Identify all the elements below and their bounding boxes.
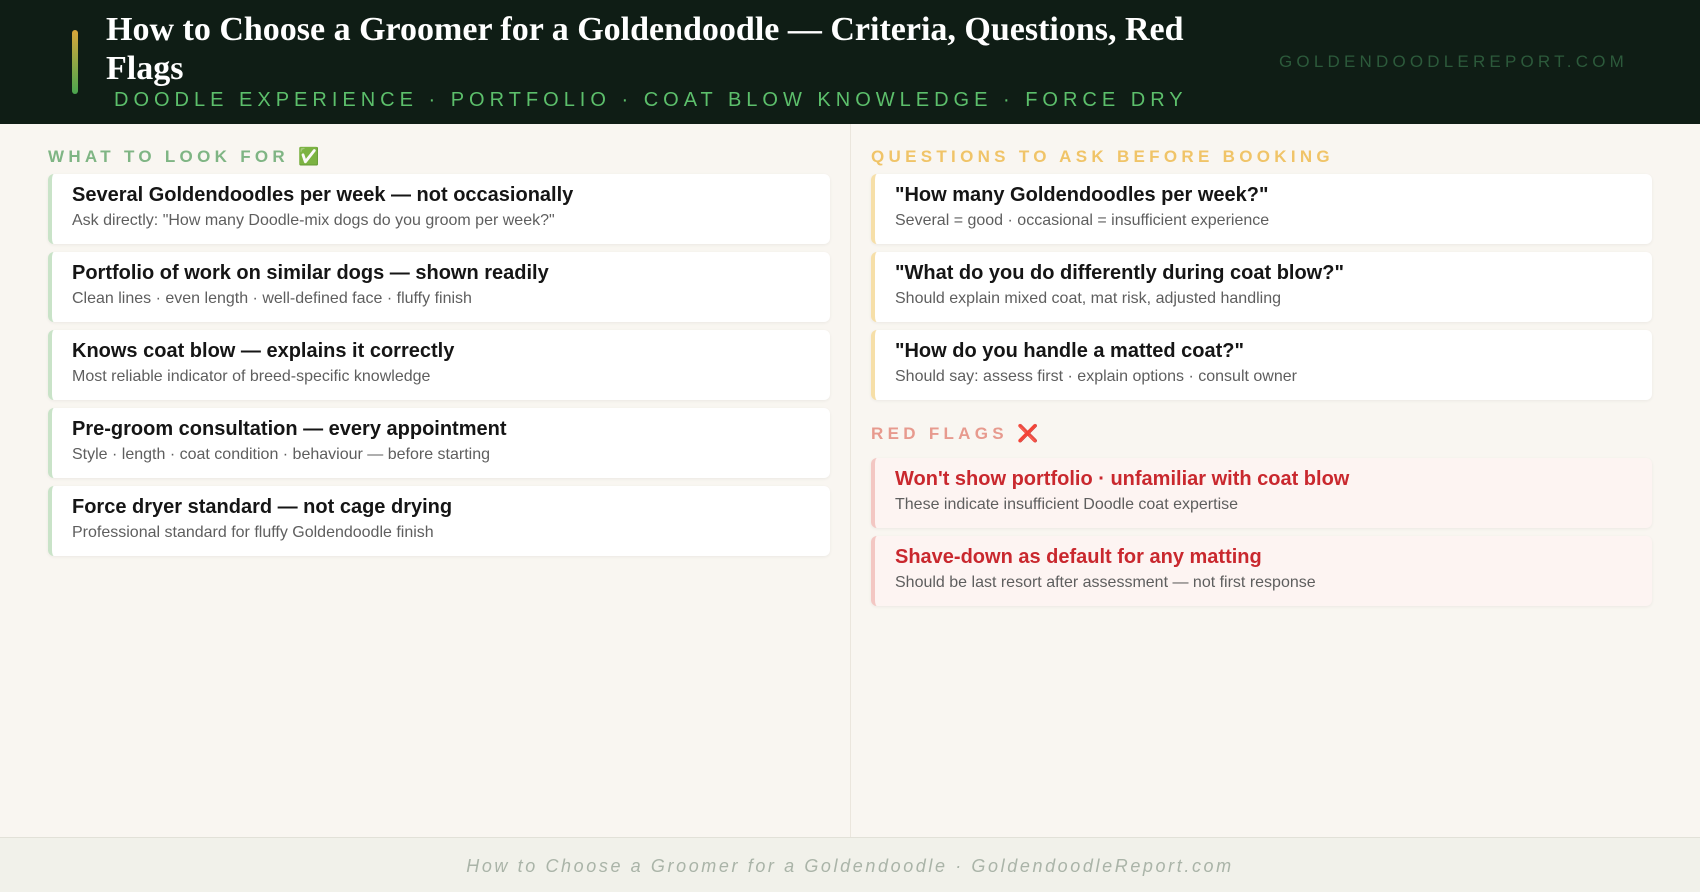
card-title: Pre-groom consultation — every appointment bbox=[72, 418, 507, 440]
question-card bbox=[871, 330, 1652, 400]
card-title: Several Goldendoodles per week — not occasionally bbox=[72, 184, 574, 206]
questions-column bbox=[851, 124, 1700, 837]
card-subtitle: Professional standard for fluffy Goldendoodle finish bbox=[72, 524, 434, 541]
accent-bar bbox=[72, 30, 78, 94]
card-title: "How many Goldendoodles per week?" bbox=[895, 184, 1269, 206]
card-subtitle: Most reliable indicator of breed-specific knowledge bbox=[72, 368, 431, 385]
card-subtitle: These indicate insufficient Doodle coat expertise bbox=[895, 496, 1239, 513]
question-card bbox=[871, 174, 1652, 244]
card-subtitle: Should be last resort after assessment — not first response bbox=[895, 574, 1316, 591]
card-subtitle: Ask directly: "How many Doodle-mix dogs do you groom per week?" bbox=[72, 212, 555, 229]
card-title: Portfolio of work on similar dogs — shown readily bbox=[72, 262, 549, 284]
red-flag-card bbox=[871, 458, 1652, 528]
questions-heading: QUESTIONS TO ASK BEFORE BOOKING bbox=[871, 147, 1334, 166]
look-for-card bbox=[48, 330, 830, 400]
page-subtitle: DOODLE EXPERIENCE · PORTFOLIO · COAT BLOW KNOWLEDGE · FORCE DRY bbox=[114, 89, 1188, 111]
card-subtitle: Should say: assess first · explain options · consult owner bbox=[895, 368, 1297, 385]
card-subtitle: Clean lines · even length · well-defined face · fluffy finish bbox=[72, 290, 472, 307]
look-for-card bbox=[48, 252, 830, 322]
card-title: "How do you handle a matted coat?" bbox=[895, 340, 1244, 362]
look-for-heading: WHAT TO LOOK FOR ✅ bbox=[48, 147, 324, 166]
card-subtitle: Several = good · occasional = insufficient experience bbox=[895, 212, 1270, 229]
card-subtitle: Style · length · coat condition · behaviour — before starting bbox=[72, 446, 490, 463]
card-title: "What do you do differently during coat blow?" bbox=[895, 262, 1344, 284]
look-for-card bbox=[48, 486, 830, 556]
red-flags-heading: RED FLAGS ❌ bbox=[871, 424, 1043, 443]
look-for-card bbox=[48, 174, 830, 244]
card-subtitle: Should explain mixed coat, mat risk, adjusted handling bbox=[895, 290, 1281, 307]
look-for-card bbox=[48, 408, 830, 478]
card-title: Force dryer standard — not cage drying bbox=[72, 496, 453, 518]
look-for-column bbox=[0, 124, 851, 837]
card-title: Knows coat blow — explains it correctly bbox=[72, 340, 455, 362]
site-label: GOLDENDOODLEREPORT.COM bbox=[1278, 52, 1628, 71]
page-title: How to Choose a Groomer for a Goldendoodle — Criteria, Questions, Red Flags bbox=[106, 11, 1184, 87]
header-banner bbox=[0, 0, 1700, 124]
red-flag-card bbox=[871, 536, 1652, 606]
card-title: Won't show portfolio · unfamiliar with coat blow bbox=[895, 468, 1350, 490]
footer-text: How to Choose a Groomer for a Goldendoodle · GoldendoodleReport.com bbox=[466, 856, 1234, 876]
card-title: Shave-down as default for any matting bbox=[895, 546, 1262, 568]
footer bbox=[0, 837, 1700, 892]
question-card bbox=[871, 252, 1652, 322]
